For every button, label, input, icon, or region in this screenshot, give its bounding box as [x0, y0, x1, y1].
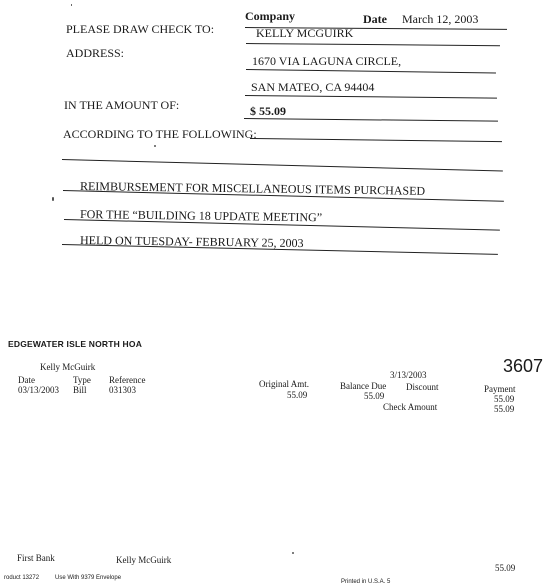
address-rule-1: [246, 69, 496, 73]
address-label: ADDRESS:: [66, 46, 125, 60]
stub-payee: Kelly McGuirk: [40, 362, 96, 372]
row-date: 03/13/2003: [18, 385, 60, 395]
footer-bank: First Bank: [17, 553, 55, 563]
according-rule: [250, 138, 502, 142]
check-number: 3607: [503, 356, 544, 376]
col-type-header: Type: [73, 375, 91, 385]
pay-to-rule: [246, 43, 500, 46]
amount-label: IN THE AMOUNT OF:: [64, 98, 180, 112]
description-line-3: HELD ON TUESDAY- FEBRUARY 25, 2003: [79, 233, 304, 251]
scan-speck: [71, 4, 72, 6]
row-balance-due: 55.09: [364, 391, 385, 401]
address-line2: SAN MATEO, CA 94404: [251, 80, 375, 94]
according-label: ACCORDING TO THE FOLLOWING:: [63, 127, 257, 141]
footer-printed-note: Printed in U.S.A. 5: [341, 579, 391, 585]
date-header: Date: [363, 12, 387, 26]
date-value: March 12, 2003: [402, 12, 479, 26]
blank-rule: [62, 159, 503, 172]
scan-speck: [292, 552, 294, 554]
scan-speck: [154, 145, 156, 147]
amount-value: $ 55.09: [250, 104, 286, 118]
organization-name: EDGEWATER ISLE NORTH HOA: [8, 339, 143, 349]
check-amount-value: 55.09: [494, 404, 515, 414]
row-original-amt: 55.09: [287, 390, 308, 400]
scan-speck: [52, 197, 54, 201]
col-original-amt-header: Original Amt.: [259, 379, 309, 389]
row-type: Bill: [73, 385, 87, 395]
row-reference: 031303: [109, 385, 136, 395]
footer-amount: 55.09: [495, 563, 516, 573]
pay-to-label: PLEASE DRAW CHECK TO:: [66, 22, 215, 36]
address-rule-2: [245, 95, 497, 99]
pay-to-value: KELLY MCGUIRK: [256, 26, 354, 40]
check-amount-label: Check Amount: [383, 402, 438, 412]
description-line-2: FOR THE “BUILDING 18 UPDATE MEETING”: [79, 207, 323, 225]
row-payment: 55.09: [494, 394, 515, 404]
footer-payee: Kelly McGuirk: [116, 555, 172, 565]
col-balance-due-header: Balance Due: [340, 381, 387, 391]
address-line1: 1670 VIA LAGUNA CIRCLE,: [252, 54, 402, 68]
col-payment-header: Payment: [484, 384, 516, 394]
col-discount-header: Discount: [406, 382, 439, 392]
amount-rule: [244, 118, 498, 122]
company-header: Company: [245, 9, 296, 23]
col-date-header: Date: [18, 375, 35, 385]
footer-envelope-note: Use With 9379 Envelope: [55, 575, 122, 581]
description-line-1: REIMBURSEMENT FOR MISCELLANEOUS ITEMS PURCHASED: [79, 179, 426, 198]
col-reference-header: Reference: [109, 375, 146, 385]
stub-check-date: 3/13/2003: [390, 370, 427, 380]
footer-product-code: roduct 13272: [4, 575, 40, 581]
